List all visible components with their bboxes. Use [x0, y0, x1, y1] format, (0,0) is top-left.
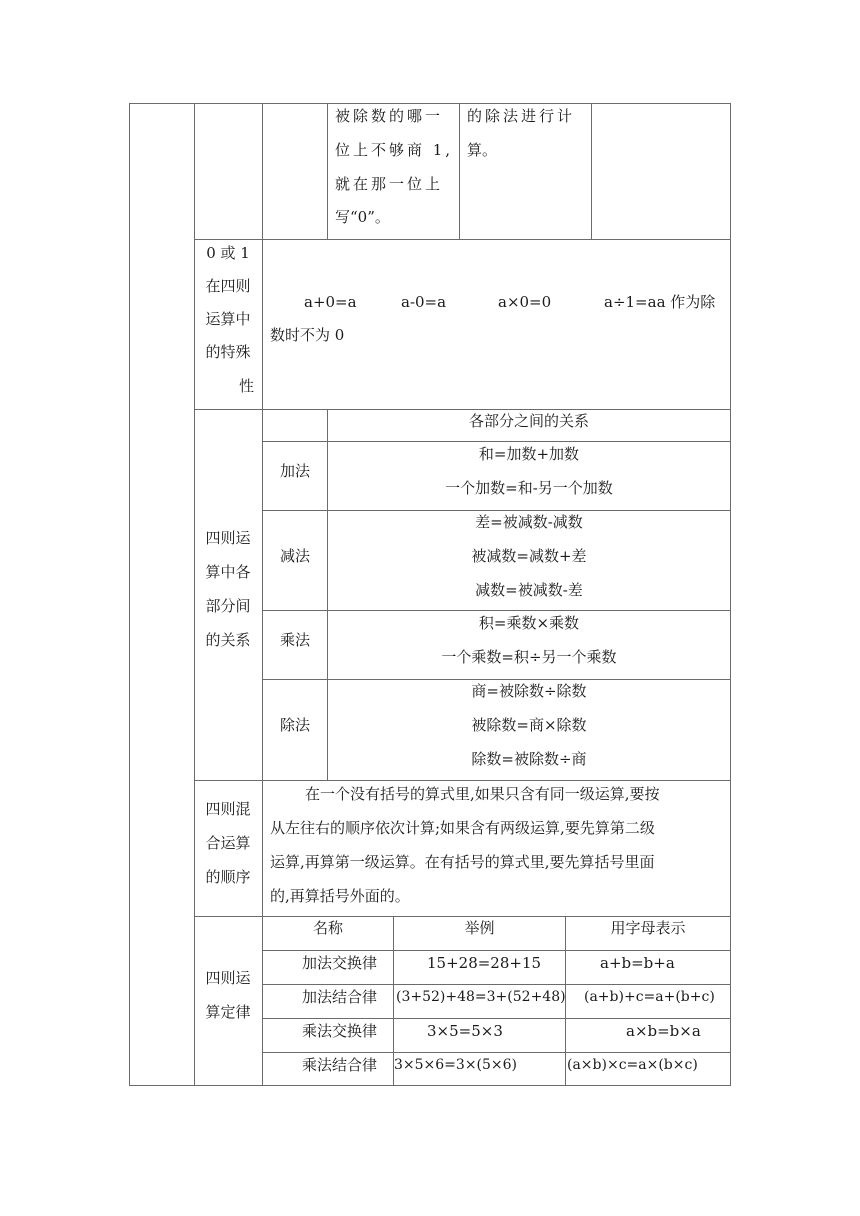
law-name: 乘法结合律: [302, 1056, 378, 1074]
relation-line: 一个乘数=积÷另一个乘数: [441, 648, 617, 666]
order-paragraph-line: 在一个没有括号的算式里,如果只含有同一级运算,要按: [305, 785, 660, 803]
law-formula: (a+b)+c=a+(b+c): [584, 989, 715, 1005]
relation-line: 商=被除数÷除数: [471, 682, 587, 700]
law-name: 加法交换律: [302, 954, 378, 972]
order-paragraph-line: 的,再算括号外面的。: [270, 887, 410, 905]
law-name: 乘法交换律: [302, 1022, 378, 1040]
operation-name: 减法: [279, 547, 310, 565]
section-label-line: 算定律: [205, 1003, 251, 1021]
section-label-line: 在四则: [205, 277, 251, 295]
col3-line: 就在那一位上: [335, 175, 444, 193]
laws-header-name: 名称: [312, 919, 343, 937]
section-label-line: 的特殊: [205, 343, 251, 361]
relation-line: 差=被减数-减数: [475, 513, 583, 531]
operation-name: 加法: [279, 462, 310, 480]
section-label-line: 性: [239, 377, 255, 395]
section-label-line: 算中各: [205, 563, 251, 581]
order-paragraph-line: 从左往右的顺序依次计算;如果含有两级运算,要先算第二级: [270, 819, 655, 837]
relation-line: 减数=被减数-差: [475, 581, 583, 599]
section-label-line: 的关系: [205, 631, 251, 649]
col4-line: 的除法进行计: [467, 107, 576, 125]
law-example: (3+52)+48=3+(52+48): [396, 989, 566, 1005]
relation-line: 积=乘数×乘数: [478, 614, 580, 632]
col3-line: 写“0”。: [335, 208, 390, 226]
section-label-line: 合运算: [205, 834, 251, 852]
section-label-line: 运算中: [205, 310, 251, 328]
section-label-line: 0 或 1: [206, 244, 250, 262]
section-label-line: 四则运: [205, 529, 251, 547]
relation-line: 和=加数+加数: [478, 445, 580, 463]
operation-name: 乘法: [279, 631, 310, 649]
section-label-line: 四则运: [205, 969, 251, 987]
relation-line: 被除数=商×除数: [471, 716, 587, 734]
law-example: 3×5=5×3: [427, 1022, 503, 1040]
formula: a×0=0: [498, 293, 552, 311]
operation-name: 除法: [279, 716, 310, 734]
law-formula: (a×b)×c=a×(b×c): [567, 1057, 698, 1073]
relations-header: 各部分之间的关系: [468, 412, 589, 430]
law-name: 加法结合律: [302, 988, 378, 1006]
col3-line: 被除数的哪一: [335, 107, 444, 125]
section-label-line: 四则混: [205, 800, 251, 818]
law-formula: a+b=b+a: [600, 954, 675, 972]
law-formula: a×b=b×a: [626, 1022, 701, 1040]
order-paragraph-line: 运算,再算第一级运算。在有括号的算式里,要先算括号里面: [270, 853, 655, 871]
formula-continuation: 数时不为 0: [270, 326, 345, 344]
col4-line: 算。: [467, 141, 498, 159]
relation-line: 一个加数=和-另一个加数: [445, 479, 613, 497]
relation-line: 除数=被除数÷商: [471, 750, 587, 768]
section-label-line: 的顺序: [205, 868, 251, 886]
relation-line: 被减数=减数+差: [471, 547, 587, 565]
law-example: 15+28=28+15: [427, 954, 542, 972]
laws-header-formula: 用字母表示: [610, 919, 686, 937]
section-label-line: 部分间: [205, 597, 251, 615]
col3-line: 位上不够商 1,: [335, 141, 454, 159]
formula: a+0=a: [304, 293, 357, 311]
law-example: 3×5×6=3×(5×6): [394, 1057, 518, 1073]
formula: a÷1=aa 作为除: [604, 293, 716, 311]
laws-header-example: 举例: [464, 919, 495, 937]
formula: a-0=a: [401, 293, 447, 311]
